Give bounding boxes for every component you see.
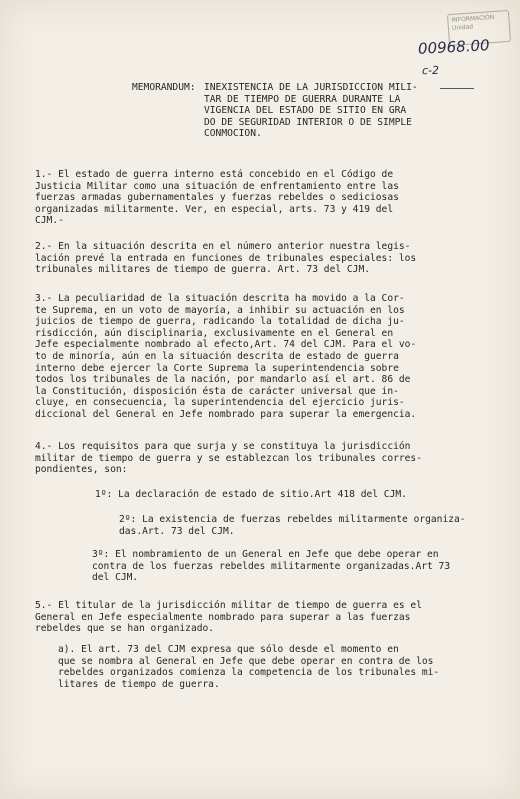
paragraph-3: 3.- La peculiaridad de la situación descrita ha movido a la Cor- te Suprema, en un voto de mayoría, a inhibir su actuación en los juicios de tiempo de guerra, radicando la totalidad de dicha ju- risdicción, aún disciplinaria, exclusivamente en el General en Jefe especialmente nombrado al efecto,Art. 74 del CJM. Para el vo- to de minoría, aún en la situación descrita de estado de guerra interno debe ejercer la Corte Suprema la superintendencia sobre todos los tribunales de la nación, por mandarlo así el art. 86 de la Constitución, disposición ésta de carácter universal que in- cluye, en consecuencia, la superintendencia del ejercicio juris- diccional del General en Jefe nombrado para superar la emergencia. xyxy=(35,293,417,420)
memo-header xyxy=(132,82,462,140)
handwritten-mark: c-2 xyxy=(421,63,440,78)
memo-label: MEMORANDUM: xyxy=(132,82,196,93)
paragraph-1: 1.- El estado de guerra interno está concebido en el Código de Justicia Militar como una situación de enfrentamiento entre las fuerzas armadas gubernamentales y fuerzas rebeldes o sediciosas organizadas militarmente. Ver, en especial, arts. 73 y 419 del CJM.- xyxy=(35,169,399,227)
requirement-2: 2º: La existencia de fuerzas rebeldes militarmente organiza- das.Art. 73 del CJM. xyxy=(119,514,466,537)
handwritten-doc-number: 00968.00 xyxy=(417,36,491,58)
paragraph-5: 5.- El titular de la jurisdicción militar de tiempo de guerra es el General en Jefe especialmente nombrado para superar a las fuerzas rebeldes que se han organizado. xyxy=(35,600,422,635)
paragraph-2: 2.- En la situación descrita en el número anterior nuestra legis- lación prevé la entrada en funciones de tribunales especiales: los tribunales militares de tiempo de guerra. Art. 73 del CJM. xyxy=(35,241,417,276)
paragraph-5a: a). El art. 73 del CJM expresa que sólo desde el momento en que se nombra al General en Jefe que debe operar en contra de los rebeldes organizados comienza la competencia de los tribunales mi- litares de tiempo de guerra. xyxy=(58,644,440,690)
stamp-line-2: Unidad xyxy=(451,23,474,32)
requirement-3: 3º: El nombramiento de un General en Jefe que debe operar en contra de los fuerzas rebeldes militarmente organizadas.Art 73 del CJM. xyxy=(92,549,451,584)
memo-title: INEXISTENCIA DE LA JURISDICCION MILI- TAR DE TIEMPO DE GUERRA DURANTE LA VIGENCIA DEL ESTADO DE SITIO EN GRA DO DE SEGURIDAD INTERIOR O DE SIMPLE CONMOCION. xyxy=(204,82,418,140)
paragraph-4: 4.- Los requisitos para que surja y se constituya la jurisdicción militar de tiempo de guerra y se establezcan los tribunales corres- pondientes, son: xyxy=(35,441,422,476)
stamp-line-1: INFORMACIÓN xyxy=(451,13,495,24)
requirement-1: 1º: La declaración de estado de sitio.Art 418 del CJM. xyxy=(95,489,407,500)
